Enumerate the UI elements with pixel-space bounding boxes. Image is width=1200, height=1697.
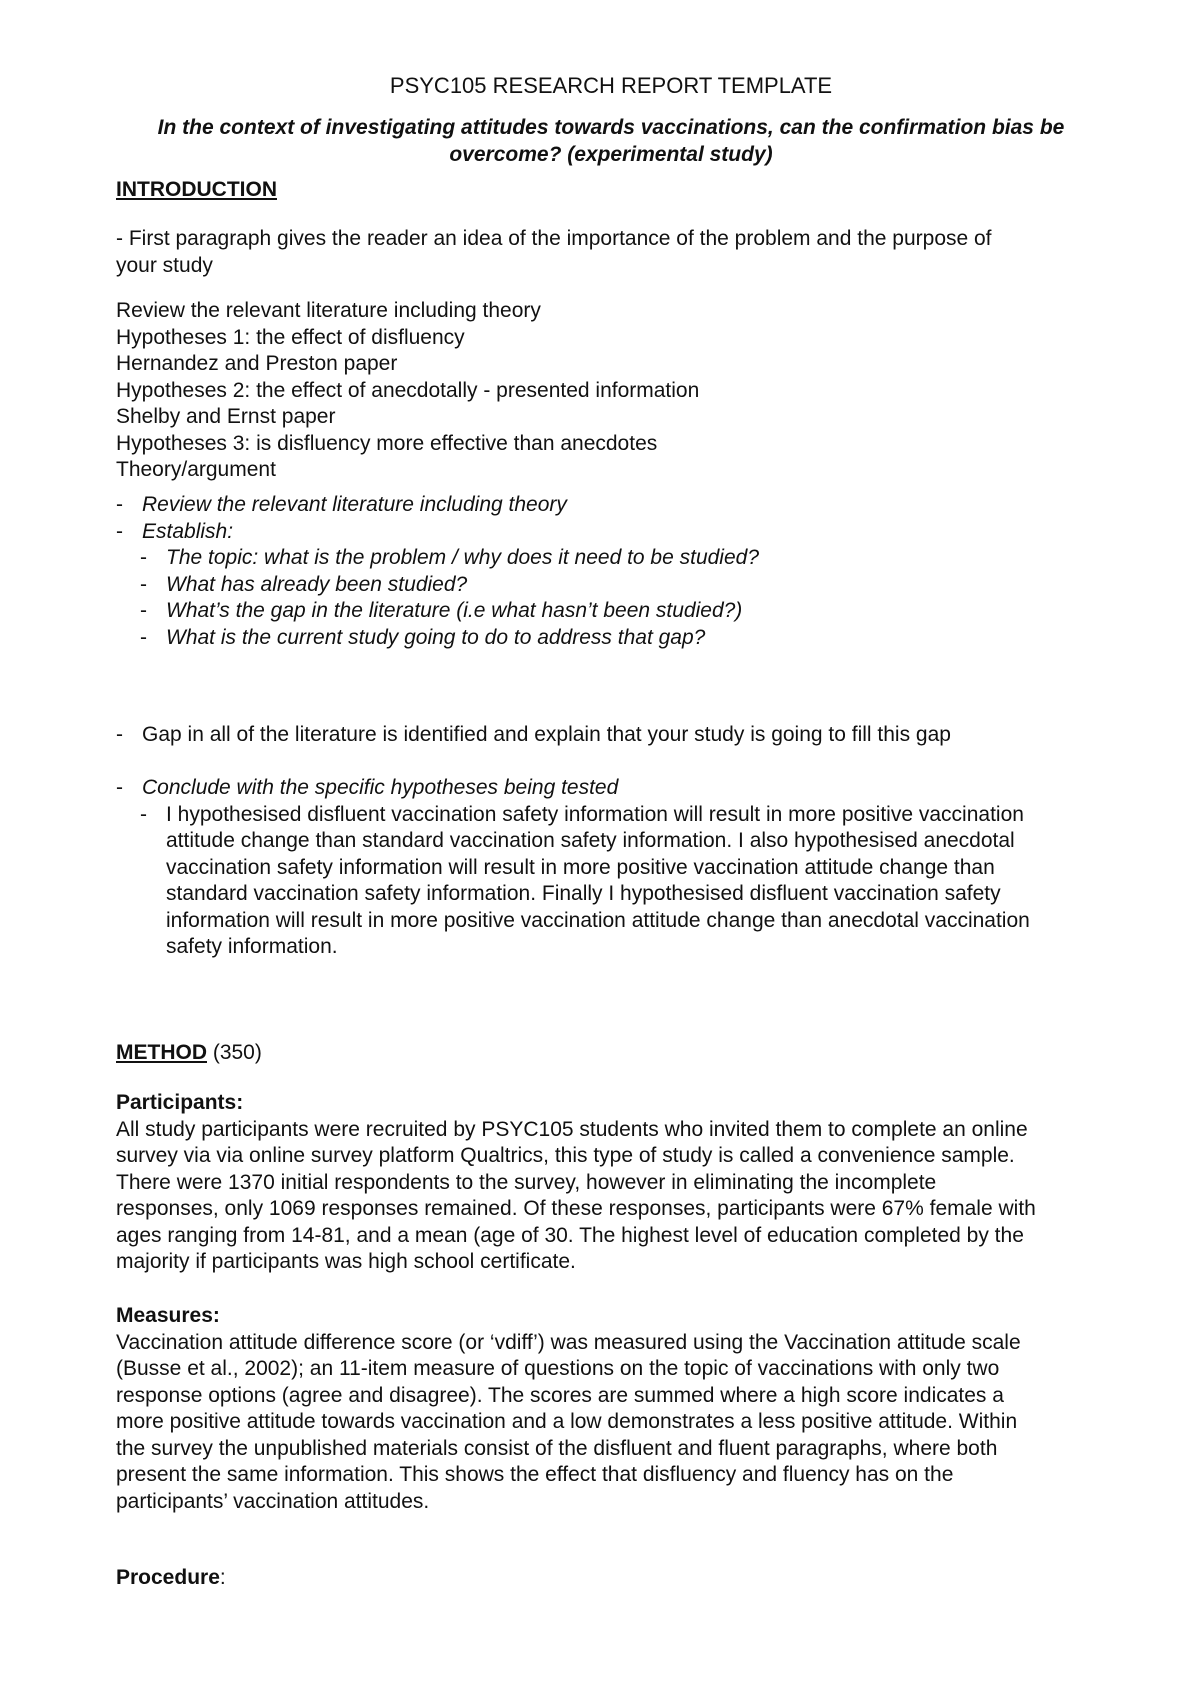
paragraph-line: (Busse et al., 2002); an 11-item measure of questions on the topic of vaccinations with only two [116, 1357, 1000, 1380]
outline-item: Hernandez and Preston paper [116, 352, 398, 375]
outline-item: Theory/argument [116, 458, 276, 481]
paragraph-line: Vaccination attitude difference score (or ‘vdiff’) was measured using the Vaccination attitude scale [116, 1330, 1021, 1354]
research-question-line-1: In the context of investigating attitudes towards vaccinations, can the confirmation bias be [157, 116, 1065, 139]
hypotheses-line: attitude change than standard vaccination safety information. I also hypothesised anecdotal [166, 829, 1015, 852]
method-heading: METHOD [116, 1041, 207, 1064]
sub-bullet-item [116, 598, 1106, 625]
paragraph-line: participants’ vaccination attitudes. [116, 1489, 430, 1513]
research-question [116, 114, 1106, 168]
paragraph-line: There were 1370 initial respondents to the survey, however in eliminating the incomplete [116, 1170, 937, 1194]
sub-bullet-text: The topic: what is the problem / why does it need to be studied? [166, 546, 760, 569]
introduction-guidance-list [116, 492, 1106, 651]
measures-heading: Measures: [116, 1304, 220, 1327]
bullet-item [116, 519, 1106, 546]
paragraph-line: responses, only 1069 responses remained. Of these responses, participants were 67% female with [116, 1197, 1036, 1220]
bullet-item [116, 492, 1106, 519]
method-word-count: (350) [207, 1041, 262, 1064]
gap-bullet [116, 722, 1106, 749]
paragraph-line: your study [116, 253, 213, 277]
method-heading-row [116, 1040, 1106, 1067]
participants-section [116, 1090, 1106, 1276]
document-page [116, 0, 1106, 1697]
paragraph-line: survey via via online survey platform Qualtrics, this type of study is called a convenience sample. [116, 1144, 1015, 1167]
procedure-colon: : [219, 1566, 226, 1589]
sub-bullet-item [116, 572, 1106, 599]
sub-bullet-item [116, 625, 1106, 652]
paragraph-line: more positive attitude towards vaccination and a low demonstrates a less positive attitude. Within [116, 1410, 1018, 1433]
hypotheses-line: safety information. [166, 935, 338, 958]
participants-heading: Participants: [116, 1091, 244, 1114]
measures-section [116, 1303, 1106, 1515]
document-title: PSYC105 RESEARCH REPORT TEMPLATE [389, 73, 833, 98]
dash-marker: - [116, 776, 123, 799]
bullet-text: Conclude with the specific hypotheses being tested [142, 776, 619, 799]
dash-marker: - [116, 723, 123, 746]
sub-bullet-item [116, 802, 1106, 829]
procedure-section [116, 1565, 1106, 1592]
bullet-item [116, 722, 1106, 749]
dash-marker: - [116, 519, 123, 543]
hypotheses-line: information will result in more positive vaccination attitude change than anecdotal vaccination [166, 908, 1030, 932]
sub-bullet-text: What is the current study going to do to address that gap? [166, 625, 706, 649]
paragraph-line: ages ranging from 14-81, and a mean (age of 30. The highest level of education completed by the [116, 1223, 1024, 1247]
hypotheses-line: standard vaccination safety information. Finally I hypothesised disfluent vaccination safety [166, 882, 1001, 905]
outline-item: Hypotheses 3: is disfluency more effective than anecdotes [116, 431, 658, 455]
bullet-text: Gap in all of the literature is identified and explain that your study is going to fill this gap [142, 723, 951, 746]
sub-bullet-item [116, 545, 1106, 572]
hypotheses-paragraph [166, 828, 1106, 961]
introduction-outline [116, 298, 1106, 484]
hypotheses-line: I hypothesised disfluent vaccination safety information will result in more positive vaccination [166, 802, 1024, 826]
procedure-heading: Procedure [116, 1566, 220, 1589]
dash-marker: - [140, 572, 147, 596]
outline-item: Hypotheses 2: the effect of anecdotally - presented information [116, 378, 700, 402]
sub-bullet-text: What has already been studied? [166, 572, 468, 596]
introduction-heading: INTRODUCTION [116, 178, 277, 201]
outline-item: Review the relevant literature including theory [116, 299, 541, 322]
introduction-first-paragraph [116, 226, 1106, 279]
outline-item: Shelby and Ernst paper [116, 405, 336, 428]
research-question-line-2: overcome? (experimental study) [449, 143, 773, 166]
hypotheses-line: vaccination safety information will result in more positive vaccination attitude change than [166, 855, 995, 879]
bullet-item [116, 775, 1106, 802]
dash-marker: - [116, 493, 123, 516]
dash-marker: - [140, 802, 147, 826]
outline-item: Hypotheses 1: the effect of disfluency [116, 325, 465, 349]
dash-marker: - [140, 546, 147, 569]
paragraph-line: response options (agree and disagree). The scores are summed where a high score indicates a [116, 1383, 1004, 1407]
paragraph-line: majority if participants was high school certificate. [116, 1250, 576, 1273]
bullet-text: Review the relevant literature including theory [142, 493, 567, 516]
dash-marker: - [140, 625, 147, 649]
paragraph-line: present the same information. This shows the effect that disfluency and fluency has on the [116, 1463, 954, 1486]
hypotheses-bullet [116, 775, 1106, 828]
bullet-text: Establish: [142, 519, 234, 543]
paragraph-line: the survey the unpublished materials consist of the disfluent and fluent paragraphs, where both [116, 1436, 998, 1460]
dash-marker: - [140, 599, 147, 622]
sub-bullet-text: What’s the gap in the literature (i.e what hasn’t been studied?) [166, 599, 743, 622]
paragraph-line: - First paragraph gives the reader an idea of the importance of the problem and the purpose of [116, 227, 992, 250]
paragraph-line: All study participants were recruited by PSYC105 students who invited them to complete an online [116, 1117, 1028, 1141]
